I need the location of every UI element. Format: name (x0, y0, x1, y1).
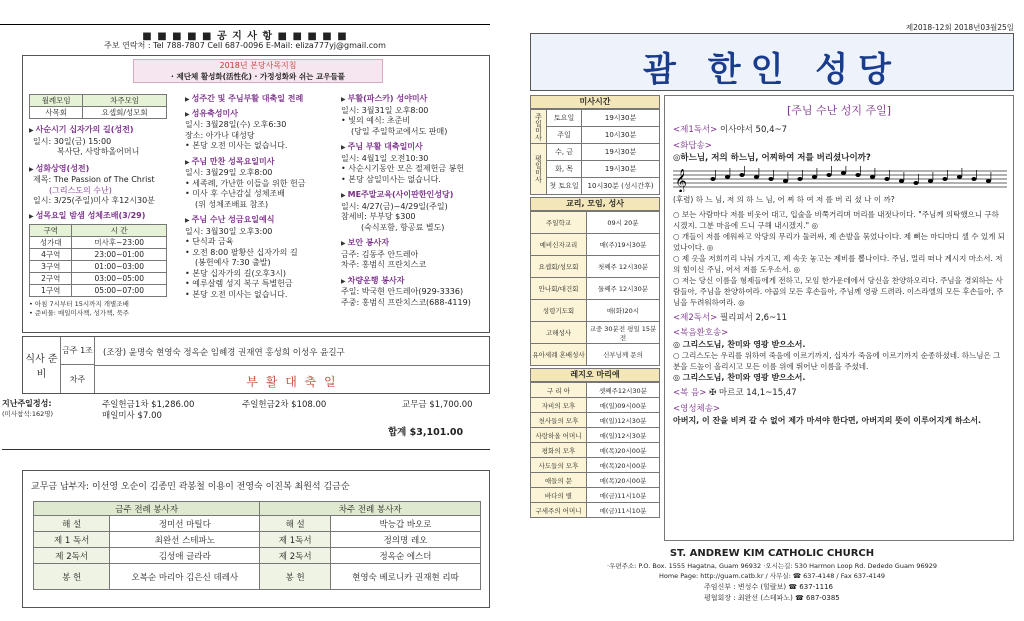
liturgy-table (33, 501, 481, 590)
vigil-time: 01:00~03:00 (72, 261, 167, 273)
mass-group-label: 주일미사 (531, 110, 547, 144)
mass-day: 주일 (547, 127, 582, 144)
communion-label: <영성체송> (673, 404, 721, 414)
legio-group: 구 리 아 (531, 383, 587, 398)
church-address: ·우편주소: P.O. Box. 1555 Hagatna, Guam 96932 ·오시는길: 530 Harmon Loop Rd. Dededo Guam 96929 (606, 562, 938, 570)
edu-item-row (531, 212, 660, 234)
second-reading (673, 312, 1005, 324)
legio-time: 매(일)12시30분 (587, 413, 660, 428)
liturgy-role: 제 1독서 (260, 532, 331, 548)
dues-payers (31, 479, 350, 492)
liturgy-role: 봉 헌 (260, 564, 331, 590)
edu-time: 둘째주 12시30분 (587, 278, 660, 300)
mass-group-label: 평일미사 (531, 144, 547, 195)
liturgy-person: 정미선 마틸다 (110, 516, 260, 532)
legio-group-row (531, 428, 660, 443)
liturgy-person: 정옥순 에스더 (331, 548, 481, 564)
vigil-row (30, 249, 167, 261)
dues-label: 교무금 납부자: (31, 482, 90, 492)
this-week-group: 금주 1조 (61, 337, 95, 365)
edu-item: 요셉회/성모회 (531, 256, 587, 278)
holy-week-heading: ▶ 성주간 및 주님부활 대축일 전례 (185, 94, 335, 106)
mass-time: 10시30분 (성시간후) (582, 178, 660, 195)
edu-time: 교중 30분전 평일 15분전 (587, 322, 660, 344)
music-note (957, 175, 962, 179)
legio-time: 매(목)20시00분 (587, 458, 660, 473)
legio-time: 셋째주12시30분 (587, 383, 660, 398)
acclamation-refrain: ◎ 그리스도님, 찬미와 영광 받으소서. (673, 373, 806, 382)
music-note (725, 175, 730, 179)
liturgy-role: 제 2독서 (34, 548, 110, 564)
council-contact: 평협회장 : 최완선 (스테파노) ☎ 687-0385 (704, 594, 840, 602)
this-week-names: (조장) 윤명숙 현영숙 정옥순 임혜경 권재연 홍성희 이성우 윤길구 (103, 348, 345, 358)
liturgy-row (34, 532, 481, 548)
vigil-row (30, 261, 167, 273)
edu-table (530, 211, 660, 366)
edu-item: 안나회/대건회 (531, 278, 587, 300)
legio-group: 애들의 문 (531, 473, 587, 488)
liturgy-role: 제 2독서 (260, 548, 331, 564)
meal-service-label: 식사 준비 (23, 337, 61, 393)
music-note (710, 177, 715, 181)
liturgy-row (34, 548, 481, 564)
vigil-group: 2구역 (30, 273, 72, 285)
edu-item: 예비신자교리 (531, 234, 587, 256)
music-note (812, 175, 817, 179)
readings-panel (664, 95, 1014, 541)
chrism-mass-line: • 본당 오전 미사는 없습니다. (185, 141, 288, 150)
legio-time: 매(금)11시10분 (587, 488, 660, 503)
church-title: 괌 한인 성당 (643, 50, 901, 90)
liturgy-role: 해 설 (34, 516, 110, 532)
legio-group: 사도들의 모후 (531, 458, 587, 473)
issue-number: 제2018-12회 2018년03월25일 (905, 23, 1014, 32)
stations-line: 복사단, 사랑하올어머니 (57, 147, 140, 156)
notice-column-right (341, 94, 489, 308)
edu-item-row (531, 234, 660, 256)
music-note (884, 177, 889, 181)
good-friday-line: • 본당 십자가의 길(오후3시) (185, 268, 286, 278)
legio-group: 구세주의 어머니 (531, 503, 587, 518)
gospel-label: <복 음> (673, 388, 707, 398)
legio-group-row (531, 398, 660, 413)
stations-line: 일시: 30일(금) 15:00 (33, 136, 112, 146)
edu-item: 고해성사 (531, 322, 587, 344)
dues-liturgy-box (22, 470, 490, 608)
good-friday-line: • 예루살렘 성지 복구 특별헌금 (185, 279, 293, 288)
liturgy-person: 오복순 마리아 김은신 데레사 (110, 564, 260, 590)
me-weekend-heading: ▶ ME주말교육(사이판한인성당) (341, 190, 489, 202)
next-week-header: 차주모임 (83, 95, 167, 107)
vigil-row (30, 237, 167, 249)
legio-group: 천사들의 모후 (531, 413, 587, 428)
security-volunteer-line: 차주: 홍범식 프란치스코 (341, 260, 427, 269)
offering-label: 지난주일정성: (2, 399, 52, 408)
legio-group: 자비의 모후 (531, 398, 587, 413)
legio-group-row (531, 458, 660, 473)
easter-sunday-line: • 사순시기동안 모은 절제헌금 봉헌 (341, 164, 465, 173)
vigil-time: 03:00~05:00 (72, 273, 167, 285)
legio-time: 매(일)09시00분 (587, 398, 660, 413)
liturgy-person: 정의명 레오 (331, 532, 481, 548)
liturgy-person: 현영숙 베로니카 권재현 리따 (331, 564, 481, 590)
next-week-label: 차주 (61, 365, 95, 393)
psalm-verses (673, 209, 1005, 308)
vigil-row (30, 273, 167, 285)
next-week-event: 부 활 대 축 일 (246, 375, 338, 389)
gospel (673, 387, 1005, 399)
legio-time: 매(목)20시00분 (587, 443, 660, 458)
holy-thursday-line: • 미사 후 수난감실 성체조배 (185, 189, 285, 198)
music-note (913, 181, 918, 185)
vigil-row (30, 285, 167, 297)
me-weekend-line: (숙식포함, 항공료 별도) (361, 222, 445, 232)
dues-names: 이선영 오순이 김종민 곽봉철 이용이 전영숙 이진복 최원석 김금순 (91, 482, 350, 492)
music-note (942, 177, 947, 181)
legio-group-row (531, 413, 660, 428)
music-note (899, 179, 904, 183)
edu-time: 매(화)20시 (587, 300, 660, 322)
music-note (928, 179, 933, 183)
edu-item: 유아세례 혼배성사 (531, 344, 587, 366)
mass-time-table (530, 109, 660, 195)
film-line: (그리스도의 수난) (49, 185, 112, 195)
edu-item: 성령기도회 (531, 300, 587, 322)
notice-column-middle (185, 94, 335, 300)
edu-item-row (531, 256, 660, 278)
music-note (826, 173, 831, 177)
offering-dues: 교무금 $1,700.00 (402, 400, 473, 410)
acclamation-refrain: ◎ 그리스도님, 찬미와 영광 받으소서. (673, 340, 806, 349)
meal-service-box (22, 336, 490, 394)
vigil-time: 미사후~23:00 (72, 237, 167, 249)
gospel-ref: ✠ 마르코 14,1~15,47 (709, 388, 797, 398)
me-weekend-line: 일시: 4/27(금)~4/29일(주일) (341, 201, 448, 211)
mass-time: 19시30분 (582, 144, 660, 161)
legio-group-row (531, 473, 660, 488)
church-page (512, 0, 1024, 621)
film-line: 일시: 3/25(주일)미사 후12시30분 (33, 196, 155, 205)
liturgy-rows (34, 516, 481, 590)
legio-time: 매(일)12시30분 (587, 428, 660, 443)
liturgy-person: 박능갑 바오로 (331, 516, 481, 532)
mass-day: 첫 토요일 (547, 178, 582, 195)
music-note (739, 173, 744, 177)
mass-time: 10시30분 (582, 127, 660, 144)
vigil-heading: ▶ 성목요일 밤샘 성체조배(3/29) (29, 211, 179, 223)
edu-item-row (531, 344, 660, 366)
easter-vigil-heading: ▶ 부활(파스카) 성야미사 (341, 94, 489, 106)
psalm-verse: ○ 제 옷을 저희끼리 나눠 가지고, 제 속옷 놓고는 제비를 뽑나이다. 주님, 멀리 떠나 계시지 마소서. 저의 힘이신 주님, 어서 저를 도우소서. ◎ (673, 254, 1003, 274)
psalm-verse: ○ 개들이 저를 에워싸고 악당의 무리가 둘러싸, 제 손발을 묶었나이다. 제 뼈는 마디마디 셀 수 있게 되었나이다. ◎ (673, 232, 1006, 252)
first-reading (673, 124, 1005, 136)
left-notice-items (29, 125, 179, 222)
legio-time: 매(금)11시10분 (587, 503, 660, 518)
sunday-heading: [주님 수난 성지 주일] (786, 104, 892, 117)
notice-box (22, 55, 490, 333)
monthly-value: 사목회 (30, 107, 83, 119)
communion-antiphon: 아버지, 이 잔을 비켜 갈 수 없어 제가 마셔야 한다면, 아버지의 뜻이 이루어지게 하소서. (673, 416, 982, 425)
offering-first: 주일헌금1차 $1,286.00 (102, 400, 195, 410)
psalm-refrain: ◎하느님, 저의 하느님, 어찌하여 저를 버리셨나이까? (673, 153, 871, 163)
easter-vigil-line: • 빛의 예식: 초준비 (341, 116, 411, 125)
music-note (855, 173, 860, 177)
music-note (797, 177, 802, 181)
driver-volunteer-line: 주일: 박국현 안드레아(929-3336) (341, 287, 464, 296)
vigil-group: 4구역 (30, 249, 72, 261)
vigil-note: • 준비물: 매일미사책, 성가책, 묵주 (29, 309, 130, 317)
vigil-header: 시 간 (72, 225, 167, 237)
pastoral-goal-title: 2018년 본당사목지침 (219, 61, 297, 70)
easter-vigil-line: (당일 주일학교에서도 판매) (351, 126, 448, 136)
monthly-meeting-table (29, 94, 167, 119)
edu-item-row (531, 322, 660, 344)
good-friday-line: 일시: 3월30일 오후3:00 (185, 226, 273, 236)
vigil-time: 05:00~07:00 (72, 285, 167, 297)
pastor-contact: 주임신부 : 변성수 (힐랄보) ☎ 637-1116 (704, 583, 833, 591)
mass-row (531, 144, 660, 161)
offering-section (2, 398, 490, 450)
security-volunteer-line: 금주: 김동주 안드레아 (341, 249, 419, 259)
music-note (986, 179, 991, 183)
vigil-header: 구역 (30, 225, 72, 237)
music-notes (710, 166, 991, 185)
music-note (768, 177, 773, 181)
security-volunteer-heading: ▶ 보안 봉사자 (341, 238, 489, 250)
psalm-verse: ○ 저는 당신 이름을 형제들에게 전하고, 모임 한가운데에서 당신을 찬양하오리다. 주님을 경외하는 사람들아, 주님을 찬양하여라. 야곱의 모든 후손들아, 주님께 영광 드려라. 이스라엘의 모든 후손들아, 주님을 두려워하여라. ◎ (673, 276, 1004, 307)
offering-second: 주일헌금2차 $108.00 (242, 400, 327, 410)
treble-clef-icon: 𝄞 (675, 168, 687, 192)
mass-time-title: 미사시간 (530, 95, 660, 109)
liturgy-row (34, 516, 481, 532)
holy-thursday-line: • 세족례, 가난한 이들을 위한 헌금 (185, 178, 306, 188)
attendance-count: (미사참석:162명) (2, 410, 54, 418)
mass-time: 19시30분 (582, 161, 660, 178)
legio-title: 레지오 마리애 (530, 368, 660, 382)
edu-rows (531, 212, 660, 366)
legio-group: 평화의 모후 (531, 443, 587, 458)
psalm-label: <화답송> (673, 141, 712, 151)
acclamation-verse: ○ 그리스도는 우리를 위하여 죽음에 이르기까지, 십자가 죽음에 이르기까지 순종하셨네. 하느님은 그분을 드높이 올리시고 모든 이름 위에 뛰어난 이름을 주셨네. (673, 351, 1001, 371)
liturgy-person: 김성애 글라라 (110, 548, 260, 564)
edu-time: 첫째주 12시30분 (587, 256, 660, 278)
music-note (754, 175, 759, 179)
legio-group-row (531, 488, 660, 503)
holy-thursday-line: (위 성체조배표 참조) (195, 199, 269, 209)
music-note (971, 177, 976, 181)
vigil-note: • 아침 7시부터 15시까지 개별조배 (29, 300, 129, 308)
music-note (870, 175, 875, 179)
film-heading: ▶ 성화상영(성전) (29, 164, 179, 176)
good-friday-line: • 본당 오전 미사는 없습니다. (185, 289, 288, 299)
vigil-group: 성가대 (30, 237, 72, 249)
legio-group-row (531, 503, 660, 518)
legio-group: 사랑하올 어머니 (531, 428, 587, 443)
notice-title: ■ ■ ■ ■ ■ 공 지 사 항 ■ ■ ■ ■ ■ (0, 24, 490, 42)
liturgy-person: 최완선 스테파노 (110, 532, 260, 548)
next-week-value: 요셉회/성모회 (83, 107, 167, 119)
music-note (783, 179, 788, 183)
mass-time: 19시30분 (582, 110, 660, 127)
offering-total: 합계 $3,101.00 (388, 427, 464, 438)
edu-time: 신부님께 문의 (587, 344, 660, 366)
refrain-lyric: (후렴) 하 느 님, 저 의 하 느 님, 어 찌 하 여 저 를 버 리 셨 나 이 까? (673, 195, 895, 204)
notice-column-left (29, 94, 179, 317)
vigil-table (29, 224, 167, 297)
mass-row (531, 178, 660, 195)
music-staff (673, 166, 1007, 192)
edu-time: 매(주)19시30분 (587, 234, 660, 256)
mass-row (531, 161, 660, 178)
legio-group: 바다의 별 (531, 488, 587, 503)
easter-sunday-heading: ▶ 주님 부활 대축일미사 (341, 142, 489, 154)
legio-rows (531, 383, 660, 518)
edu-time: 09시 20분 (587, 212, 660, 234)
monthly-header: 월례모임 (30, 95, 83, 107)
church-contact: Home Page: http://guam.catb.kr / 사무실: ☎ 637-4148 / Fax 637-4149 (658, 572, 886, 580)
mass-day: 토요일 (547, 110, 582, 127)
legio-table (530, 382, 660, 518)
good-friday-line: • 단식과 금육 (185, 237, 234, 246)
schedule-sidebar (530, 95, 660, 541)
good-friday-heading: ▶ 주님 수난 성금요일예식 (185, 215, 335, 227)
bulletin-contact: 주보 연락처 : Tel 788-7807 Cell 687-0096 E-Mail: eliza777yj@gmail.com (104, 41, 386, 50)
edu-item: 주일학교 (531, 212, 587, 234)
edu-item-row (531, 278, 660, 300)
psalm-verse: ○ 보는 사람마다 저를 비웃어 대고, 입술을 비쭉거리며 머리를 내젓나이다. "주님께 의탁했으니 구하시겠지. 그분 마음에 드니 구해 내시겠지." ◎ (673, 210, 999, 230)
vigil-time: 23:00~01:00 (72, 249, 167, 261)
easter-sunday-line: • 본당 삼일미사는 없습니다. (341, 174, 441, 184)
liturgy-row (34, 564, 481, 590)
liturgy-role: 제 1 독서 (34, 532, 110, 548)
film-line: 제목: The Passion of The Christ (33, 175, 155, 184)
mass-day: 화, 목 (547, 161, 582, 178)
chrism-mass-line: 일시: 3월28일(수) 오후6:30 (185, 120, 287, 129)
legio-group-row (531, 443, 660, 458)
liturgy-this-week-header: 금주 전례 봉사자 (34, 502, 260, 516)
offering-daily-mass: 매일미사 $7.00 (102, 411, 162, 421)
edu-item-row (531, 300, 660, 322)
second-reading-ref: 필리피서 2,6~11 (720, 313, 788, 323)
good-friday-line: (봉헌예사 7:30 출발) (195, 258, 271, 267)
mass-rows (531, 110, 660, 195)
mass-day: 수, 금 (547, 144, 582, 161)
me-weekend-line: 참세비: 부부당 $300 (341, 212, 416, 221)
vigil-group: 3구역 (30, 261, 72, 273)
easter-vigil-line: 일시: 3월31일 오후8:00 (341, 105, 429, 115)
liturgy-role: 해 설 (260, 516, 331, 532)
easter-sunday-line: 일시: 4월1일 오전10:30 (341, 153, 429, 163)
acclamation-label: <복음환호송> (673, 328, 729, 338)
good-friday-line: • 오전 8:00 팔황산 십자가의 길 (185, 247, 298, 257)
chrism-mass-heading: ▶ 성유축성미사 (185, 109, 335, 121)
first-reading-label: <제1독서> (673, 125, 718, 135)
driver-volunteer-heading: ▶ 차량운행 봉사자 (341, 276, 489, 288)
mass-row (531, 110, 660, 127)
title-banner (530, 33, 1014, 91)
liturgy-role: 봉 헌 (34, 564, 110, 590)
holy-thursday-line: 일시: 3월29일 오후8:00 (185, 168, 273, 177)
stations-heading: ▶ 사순시기 십자가의 길(성전) (29, 125, 179, 137)
mass-row (531, 127, 660, 144)
legio-time: 매(목)20시00분 (587, 473, 660, 488)
edu-title: 교리, 모임, 성사 (530, 197, 660, 211)
vigil-group: 1구역 (30, 285, 72, 297)
legio-group-row (531, 383, 660, 398)
holy-thursday-heading: ▶ 주님 만찬 성목요일미사 (185, 157, 335, 169)
church-name-footer: ST. ANDREW KIM CATHOLIC CHURCH (669, 548, 875, 559)
driver-volunteer-line: 주중: 홍범식 프란치스코(688-4119) (341, 297, 471, 307)
pastoral-goal-text: · 제단체 활성화(活性化) · 가정성화와 쉬는 교우들풀 (171, 72, 345, 81)
second-reading-label: <제2독서> (673, 313, 718, 323)
first-reading-ref: 이사야서 50,4~7 (720, 125, 788, 135)
liturgy-next-week-header: 차주 전례 봉사자 (260, 502, 481, 516)
chrism-mass-line: 장소: 아가나 대성당 (185, 130, 255, 140)
music-note (841, 171, 846, 175)
